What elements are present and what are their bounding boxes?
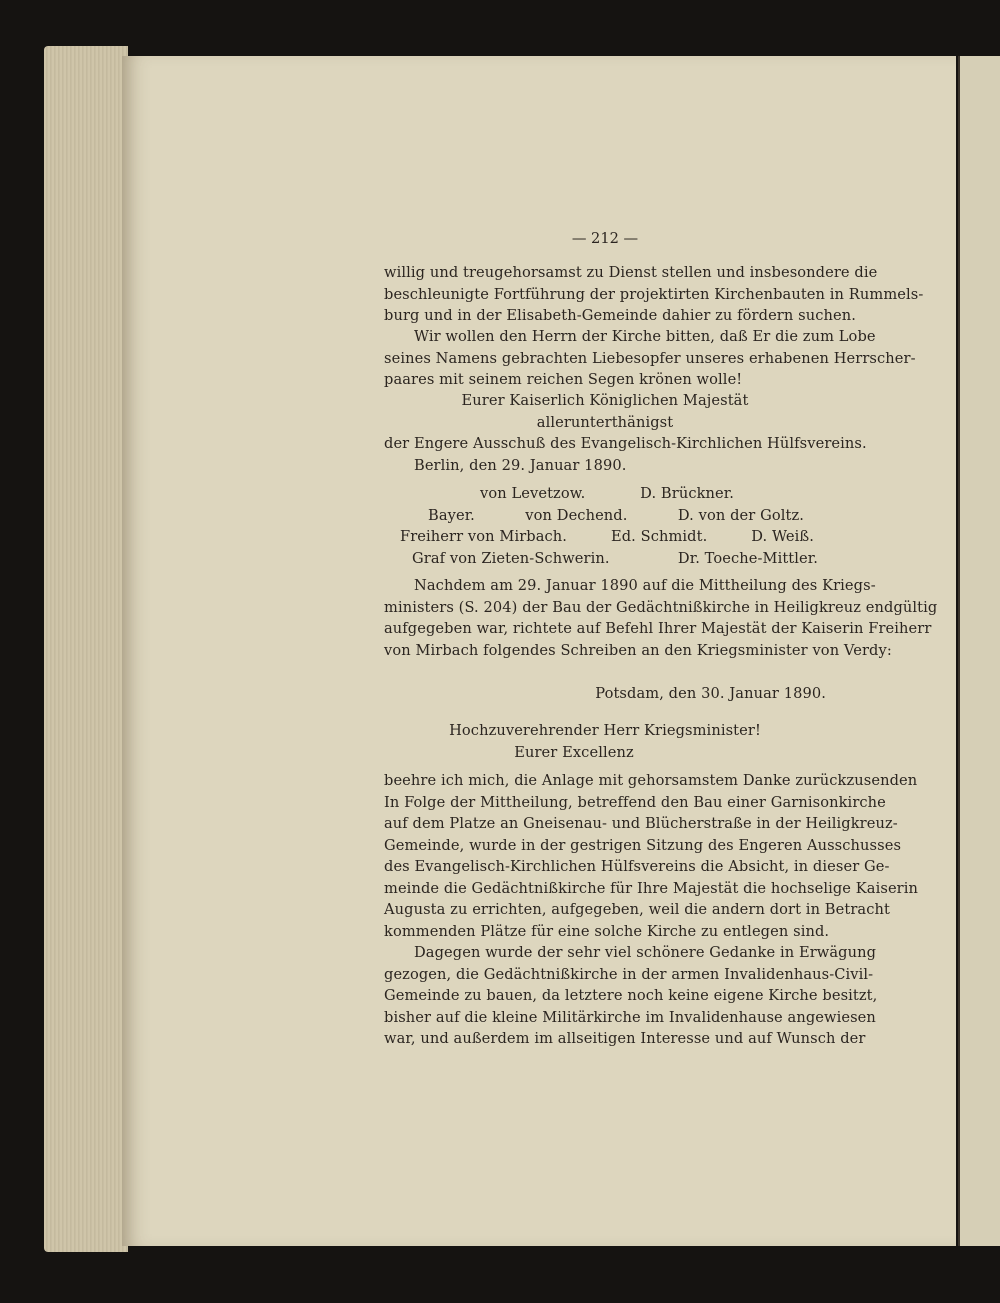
text-line: des Evangelisch-Kirchlichen Hülfsvereins die Absicht, in dieser Ge- [384,858,890,875]
text-line: bisher auf die kleine Militärkirche im Invalidenhause angewiesen [384,1008,876,1026]
signature: von Levetzow. [480,485,586,502]
signature: Graf von Zieten-Schwerin. [412,549,610,567]
signature: Dr. Toeche-Mittler. [677,549,818,567]
text-line: Gemeinde, wurde in der gestrigen Sitzung des Engeren Ausschusses [384,836,902,854]
closing-formula [384,390,867,455]
facing-page-edge [958,56,1000,1246]
text-line: willig und treugehorsamst zu Dienst stellen und insbesondere die [384,264,878,281]
text-line: gezogen, die Gedächtnißkirche in der armen Invalidenhaus-Civil- [384,965,874,983]
closing-line: allerunterthänigst [536,413,674,431]
text-line: ministers (S. 204) der Bau der Gedächtnißkirche in Heiligkreuz endgültig [384,598,938,616]
text-line: Gemeinde zu bauen, da letztere noch keine eigene Kirche besitzt, [384,987,878,1004]
page-number: — 212 — [571,230,639,247]
signature: Freiherr von Mirbach. [400,528,568,545]
text-line: burg und in der Elisabeth-Gemeinde dahier zu fördern suchen. [384,307,856,324]
signatures [384,483,826,569]
text-line: Augusta zu errichten, aufgegeben, weil die andern dort in Betracht [384,901,890,918]
salutation-line: Hochzuverehrender Herr Kriegsminister! [449,722,761,739]
paragraph-5 [384,942,878,1050]
text-line: Wir wollen den Herrn der Kirche bitten, daß Er die zum Lobe [414,328,876,345]
signature-row [384,526,826,548]
paragraph-4 [384,770,919,942]
salutation-line: Eurer Excellenz [514,743,634,761]
place-date: Berlin, den 29. Januar 1890. [414,457,627,474]
signature: D. Weiß. [751,528,814,545]
salutation [384,720,826,763]
text-line: Nachdem am 29. Januar 1890 auf die Mittheilung des Kriegs- [414,577,876,594]
signature-row [384,483,826,505]
paragraph-2 [384,326,916,391]
letter-date-line: Potsdam, den 30. Januar 1890. [595,685,826,702]
signature: D. Brückner. [640,485,734,502]
text-line: meinde die Gedächtnißkirche für Ihre Majestät die hochselige Kaiserin [384,879,919,897]
text-line: auf dem Platze an Gneisenau- und Blücherstraße in der Heiligkreuz- [384,815,898,832]
text-line: In Folge der Mittheilung, betreffend den Bau einer Garnisonkirche [384,793,886,811]
signature: D. von der Goltz. [677,506,804,524]
signature-row [384,548,826,570]
text-line: paares mit seinem reichen Segen krönen wolle! [384,371,743,388]
text-line: beehre ich mich, die Anlage mit gehorsamstem Danke zurückzusenden [384,772,918,789]
book-page-edges [44,46,128,1252]
signature-row [384,505,826,527]
signature: Bayer. [428,506,475,524]
text-line: von Mirbach folgendes Schreiben an den Kriegsminister von Verdy: [384,641,892,659]
signature: von Dechend. [525,506,628,524]
text-line: kommenden Plätze für eine solche Kirche zu entlegen sind. [384,922,830,940]
text-line: beschleunigte Fortführung der projektirten Kirchenbauten in Rummels- [384,285,924,303]
closing-line: der Engere Ausschuß des Evangelisch-Kirchlichen Hülfsvereins. [384,435,867,452]
signature: Ed. Schmidt. [610,528,708,545]
text-line: Dagegen wurde der sehr viel schönere Gedanke in Erwägung [414,944,877,961]
paragraph-1 [384,262,924,327]
text-line: seines Namens gebrachten Liebesopfer unseres erhabenen Herrscher- [384,349,916,367]
paragraph-3 [384,575,938,661]
text-line: war, und außerdem im allseitigen Interesse und auf Wunsch der [384,1030,866,1047]
letter-date [384,683,826,705]
closing-line: Eurer Kaiserlich Königlichen Majestät [461,392,749,409]
text-line: aufgegeben war, richtete auf Befehl Ihrer Majestät der Kaiserin Freiherr [384,620,932,637]
